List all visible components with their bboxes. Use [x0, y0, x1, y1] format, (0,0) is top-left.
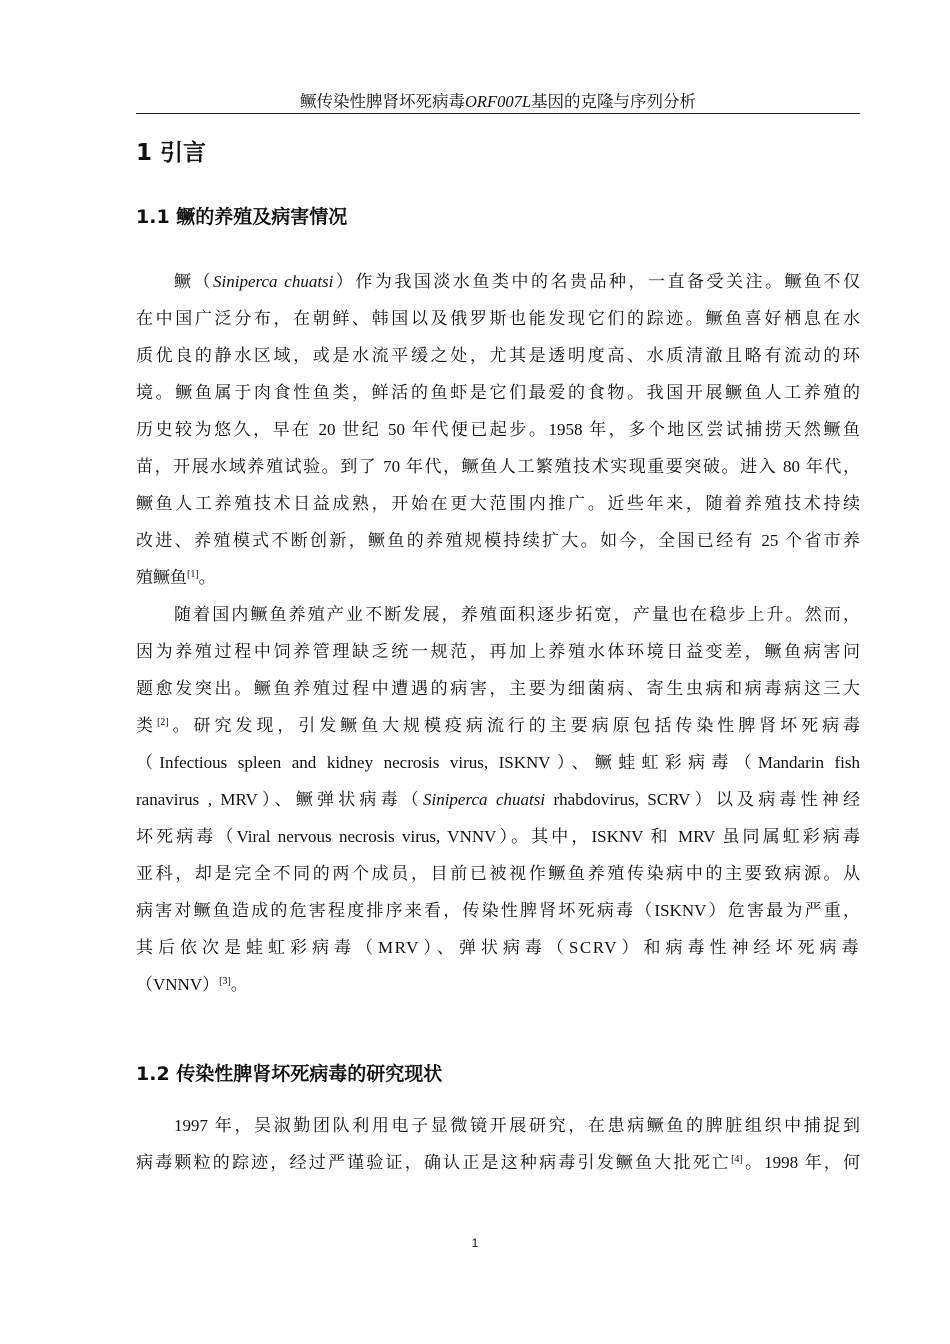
paragraph-1-1-b: [136, 596, 860, 1003]
text-line: 境。鳜鱼属于肉食性鱼类，鲜活的鱼虾是它们最爱的食物。我国开展鳜鱼人工养殖的: [136, 383, 860, 402]
paragraph-1-2-a: [136, 1107, 860, 1181]
text-line: （Infectious spleen and kidney necrosis virus, ISKNV）、鳜蛙虹彩病毒（Mandarin fish: [136, 753, 860, 772]
citation-ref: [3]: [219, 976, 231, 987]
text-line: 题愈发突出。鳜鱼养殖过程中遭遇的病害，主要为细菌病、寄生虫病和病毒病这三大: [136, 679, 860, 698]
paragraph-1-1-a: [136, 263, 860, 596]
header-rule: [136, 113, 860, 114]
text-line: （VNNV）[3]。: [136, 975, 248, 994]
text-line: 亚科，却是完全不同的两个成员，目前已被视作鳜鱼养殖传染病中的主要致病源。从: [136, 864, 860, 883]
text-line: 坏死病毒（Viral nervous necrosis virus, VNNV）。其中，ISKNV 和 MRV 虽同属虹彩病毒: [136, 827, 860, 846]
header-gene-name: ORF007L: [465, 92, 531, 111]
citation-ref: [2]: [156, 717, 169, 728]
text-line: 随着国内鳜鱼养殖产业不断发展，养殖面积逐步拓宽，产量也在稳步上升。然而，: [174, 605, 860, 624]
text-line: ranavirus , MRV）、鳜弹状病毒（Siniperca chuatsi rhabdovirus, SCRV）以及病毒性神经: [136, 790, 860, 809]
text-line: 历史较为悠久，早在 20 世纪 50 年代便已起步。1958 年，多个地区尝试捕捞天然鳜鱼: [136, 420, 860, 439]
header-title-pre: 鳜传染性脾肾坏死病毒: [300, 92, 465, 111]
text-line: 殖鳜鱼[1]。: [136, 568, 216, 587]
text-line: 病毒颗粒的踪迹，经过严谨验证，确认正是这种病毒引发鳜鱼大批死亡[4]。1998 年，何: [136, 1153, 860, 1172]
text-line: 质优良的静水区域，或是水流平缓之处，尤其是透明度高、水质清澈且略有流动的环: [136, 346, 860, 365]
text-line: 因为养殖过程中饲养管理缺乏统一规范，再加上养殖水体环境日益变差，鳜鱼病害问: [136, 642, 860, 661]
citation-ref: [4]: [731, 1154, 743, 1165]
citation-ref: [1]: [187, 569, 199, 580]
species-name: Siniperca chuatsi: [422, 790, 546, 809]
section-heading-1: 1 引言: [136, 140, 207, 166]
section-heading-1-1: 1.1 鳜的养殖及病害情况: [136, 206, 348, 228]
page-number: 1: [471, 1236, 479, 1250]
species-name: Siniperca chuatsi: [213, 272, 334, 291]
text-line: 鳜鱼人工养殖技术日益成熟，开始在更大范围内推广。近些年来，随着养殖技术持续: [136, 494, 860, 513]
section-heading-1-2: 1.2 传染性脾肾坏死病毒的研究现状: [136, 1063, 443, 1085]
text-line: 在中国广泛分布，在朝鲜、韩国以及俄罗斯也能发现它们的踪迹。鳜鱼喜好栖息在水: [136, 309, 860, 328]
text-line: 苗，开展水域养殖试验。到了 70 年代，鳜鱼人工繁殖技术实现重要突破。进入 80 年代，: [136, 457, 860, 476]
text-line: 病害对鳜鱼造成的危害程度排序来看，传染性脾肾坏死病毒（ISKNV）危害最为严重，: [136, 901, 860, 920]
header-title-post: 基因的克隆与序列分析: [531, 92, 696, 111]
text-line: 其后依次是蛙虹彩病毒（MRV）、弹状病毒（SCRV）和病毒性神经坏死病毒: [136, 938, 860, 957]
text-line: 改进、养殖模式不断创新，鳜鱼的养殖规模持续扩大。如今，全国已经有 25 个省市养: [136, 531, 860, 550]
text-line: 类[2]。研究发现，引发鳜鱼大规模疫病流行的主要病原包括传染性脾肾坏死病毒: [136, 716, 861, 735]
running-header: [136, 91, 860, 113]
text-line: 鳜（Siniperca chuatsi）作为我国淡水鱼类中的名贵品种，一直备受关注。鳜鱼不仅: [174, 272, 861, 291]
text-line: 1997 年，吴淑勤团队利用电子显微镜开展研究，在患病鳜鱼的脾脏组织中捕捉到: [174, 1116, 860, 1135]
